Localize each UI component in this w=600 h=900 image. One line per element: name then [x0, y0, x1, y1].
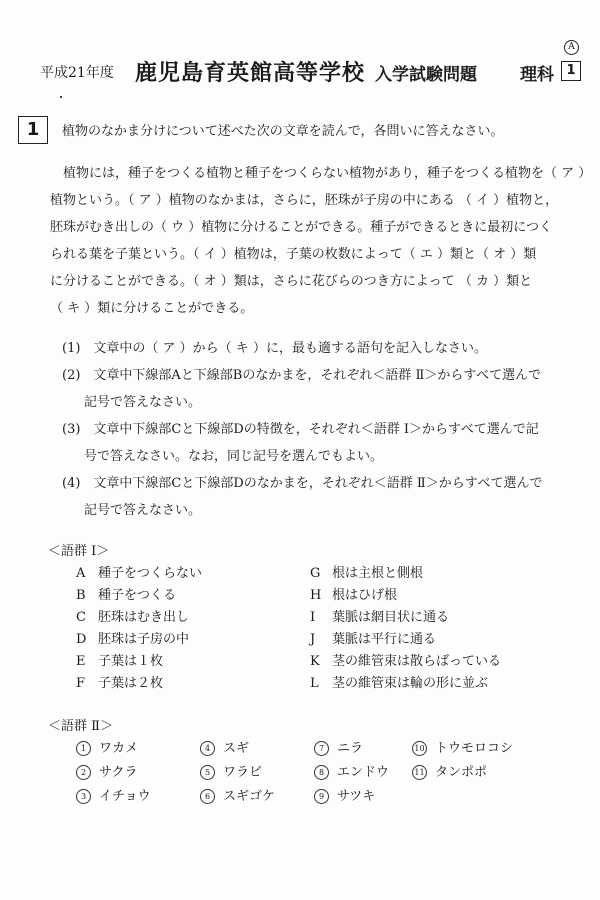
school-name: 鹿児島育英館高等学校 [135, 61, 366, 86]
word-group-1-item: G 根は主根と側根 [310, 566, 424, 581]
word-group-1-left [76, 563, 202, 695]
word-group-1-item: K 茎の維管束は散らばっている [310, 654, 502, 669]
word-group-2-item: 6 スギゴケ [200, 785, 275, 809]
word-group-1-item: J 葉脈は平行に通る [310, 632, 437, 647]
passage-line: 胚珠がむき出しの（ ウ ）植物に分けることができる。種子ができるときに最初につく [50, 220, 553, 235]
word-group-1-item: C 胚珠はむき出し [76, 610, 190, 625]
page-number-box: 1 [561, 61, 581, 81]
subquestions [62, 335, 592, 524]
exam-year: 平成21年度 [40, 65, 114, 81]
passage [50, 160, 592, 322]
circled-number: 8 [314, 765, 329, 780]
word-group-2-item: 7 ニラ [314, 737, 389, 761]
circled-number: 7 [314, 741, 329, 756]
word-group-2-col-1 [76, 737, 151, 809]
stray-dot [60, 96, 62, 98]
word-group-1-item: A 種子をつくらない [76, 566, 203, 581]
word-group-1-item: D 胚珠は子房の中 [76, 632, 190, 647]
word-group-1-title: ＜語群 Ⅰ＞ [48, 544, 110, 559]
word-group-2-col-4 [412, 737, 513, 785]
subquestion-2-cont: 記号で答えなさい。 [84, 395, 202, 410]
circled-number: 3 [76, 789, 91, 804]
passage-line: （ キ ）類に分けることができる。 [50, 301, 254, 316]
word-group-1-item: I 葉脈は網目状に通る [310, 610, 450, 625]
word-group-2-col-2 [200, 737, 275, 809]
word-group-1-item: B 種子をつくる [76, 588, 177, 603]
passage-line: 植物には，種子をつくる植物と種子をつくらない植物があり，種子をつくる植物を（ ア ） [63, 166, 592, 181]
word-group-2-item: 8 エンドウ [314, 761, 389, 785]
circled-number: 11 [412, 765, 427, 780]
word-group-2-item: 1 ワカメ [76, 737, 151, 761]
circled-number: 2 [76, 765, 91, 780]
circled-number: 10 [412, 741, 427, 756]
word-group-1-item: H 根はひげ根 [310, 588, 398, 603]
word-group-2-item: 10 トウモロコシ [412, 737, 513, 761]
subquestion-4: (4) 文章中下線部Cと下線部Dのなかまを，それぞれ＜語群 Ⅱ＞からすべて選んで [62, 476, 543, 491]
circled-number: 4 [200, 741, 215, 756]
circled-number: 1 [76, 741, 91, 756]
exam-title: 入学試験問題 [375, 65, 477, 85]
circled-a-mark: A [564, 40, 579, 55]
word-group-1-item: F 子葉は２枚 [76, 676, 164, 691]
word-group-2-item: 2 サクラ [76, 761, 151, 785]
passage-line: 植物という。（ ア ）植物のなかまは，さらに，胚珠が子房の中にある （ イ ）植物と， [50, 193, 559, 208]
word-group-2-item: 4 スギ [200, 737, 275, 761]
word-group-2-title: ＜語群 Ⅱ＞ [48, 719, 113, 734]
word-group-2-col-3 [314, 737, 389, 809]
subquestion-3-cont: 号で答えなさい。なお，同じ記号を選んでもよい。 [84, 449, 384, 464]
circled-number: 6 [200, 789, 215, 804]
question-intro: 植物のなかま分けについて述べた次の文章を読んで，各問いに答えなさい。 [62, 124, 504, 139]
subquestion-2: (2) 文章中下線部Aと下線部Bのなかまを，それぞれ＜語群 Ⅱ＞からすべて選んで [62, 368, 542, 383]
circled-number: 9 [314, 789, 329, 804]
word-group-1-right [310, 563, 501, 695]
subquestion-4-cont: 記号で答えなさい。 [84, 503, 202, 518]
word-group-2-item: 3 イチョウ [76, 785, 151, 809]
word-group-2-item: 9 サツキ [314, 785, 389, 809]
passage-line: に分けることができる。（ オ ）類は，さらに花びらのつき方によって （ カ ）類と [50, 274, 533, 289]
subject-name: 理科 [520, 65, 554, 85]
question-number-box: 1 [18, 116, 48, 144]
word-group-1-item: E 子葉は１枚 [76, 654, 164, 669]
circled-number: 5 [200, 765, 215, 780]
subquestion-1: (1) 文章中の（ ア ）から（ キ ）に，最も適する語句を記入しなさい。 [62, 341, 487, 356]
passage-line: られる葉を子葉という。（ イ ）植物は，子葉の枚数によって（ エ ）類と（ オ ）類 [50, 247, 537, 262]
subquestion-3: (3) 文章中下線部Cと下線部Dの特徴を，それぞれ＜語群 Ⅰ＞からすべて選んで記 [62, 422, 539, 437]
word-group-2-item: 5 ワラビ [200, 761, 275, 785]
word-group-2-item: 11 タンポポ [412, 761, 513, 785]
word-group-1-item: L 茎の維管束は輪の形に並ぶ [310, 676, 489, 691]
